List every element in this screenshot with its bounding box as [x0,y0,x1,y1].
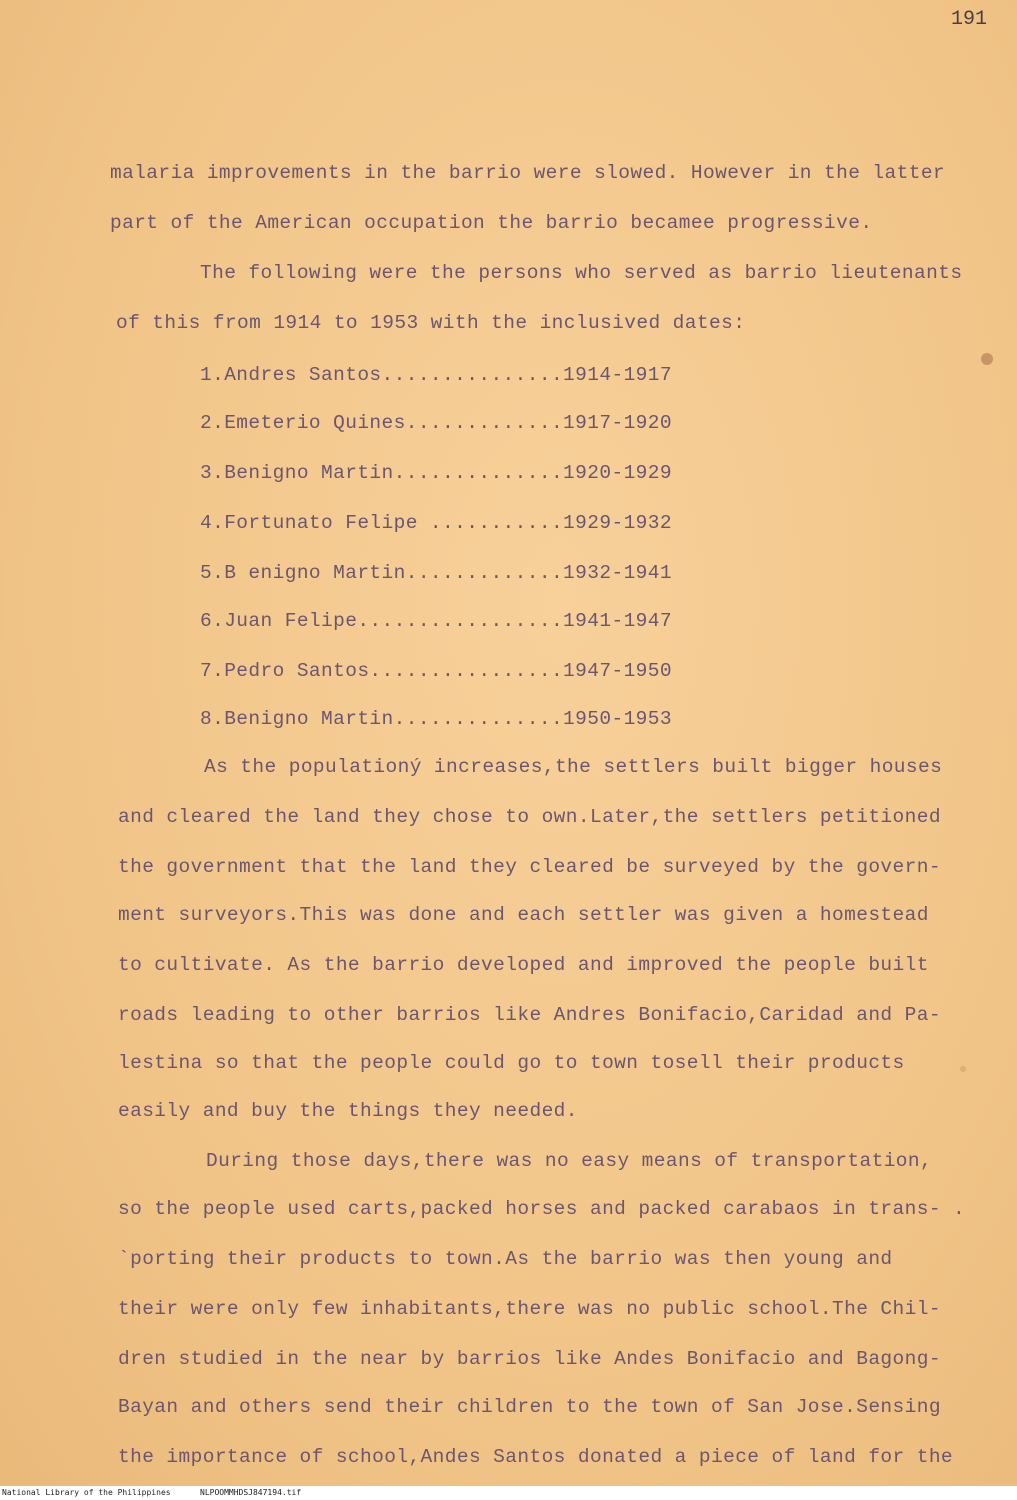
text-line: lestina so that the people could go to town tosell their products [118,1052,905,1074]
list-item: 2.Emeterio Quines.............1917-1920 [200,412,672,434]
text-line: During those days,there was no easy means of transportation, [206,1150,933,1172]
text-line: so the people used carts,packed horses and packed carabaos in trans- . [118,1198,966,1220]
list-item: 7.Pedro Santos................1947-1950 [200,660,672,682]
paper-stain [981,353,993,365]
text-line: malaria improvements in the barrio were slowed. However in the latter [110,162,946,184]
list-item: 1.Andres Santos...............1914-1917 [200,364,672,386]
text-line: As the populationý increases,the settlers built bigger houses [204,756,943,778]
text-line: and cleared the land they chose to own.Later,the settlers petitioned [118,806,941,828]
paper-stain [960,1066,966,1072]
list-item: 3.Benigno Martin..............1920-1929 [200,462,672,484]
list-item: 6.Juan Felipe.................1941-1947 [200,610,672,632]
text-line: to cultivate. As the barrio developed and improved the people built [118,954,929,976]
text-line: their were only few inhabitants,there was no public school.The Chil- [118,1298,941,1320]
text-line: ment surveyors.This was done and each settler was given a homestead [118,904,929,926]
text-line: `porting their products to town.As the barrio was then young and [118,1248,893,1270]
list-item: 4.Fortunato Felipe ...........1929-1932 [200,512,672,534]
page-number: 191 [951,8,988,31]
footer-filename: NLPOOMMHDSJ847194.tif [200,1488,302,1497]
text-line: The following were the persons who served as barrio lieutenants [200,262,963,284]
text-line: dren studied in the near by barrios like Andes Bonifacio and Bagong- [118,1348,941,1370]
text-line: roads leading to other barrios like Andres Bonifacio,Caridad and Pa- [118,1004,941,1026]
text-line: of this from 1914 to 1953 with the inclusived dates: [116,312,746,334]
text-line: part of the American occupation the barrio becamee progressive. [110,212,873,234]
text-line: the government that the land they cleared be surveyed by the govern- [118,856,941,878]
text-line: the importance of school,Andes Santos donated a piece of land for the [118,1446,954,1468]
text-line: Bayan and others send their children to the town of San Jose.Sensing [118,1396,941,1418]
footer-bar [0,1486,1017,1500]
list-item: 5.B enigno Martin.............1932-1941 [200,562,672,584]
footer-institution: National Library of the Philippines [2,1488,171,1497]
text-line: easily and buy the things they needed. [118,1100,578,1122]
list-item: 8.Benigno Martin..............1950-1953 [200,708,672,730]
